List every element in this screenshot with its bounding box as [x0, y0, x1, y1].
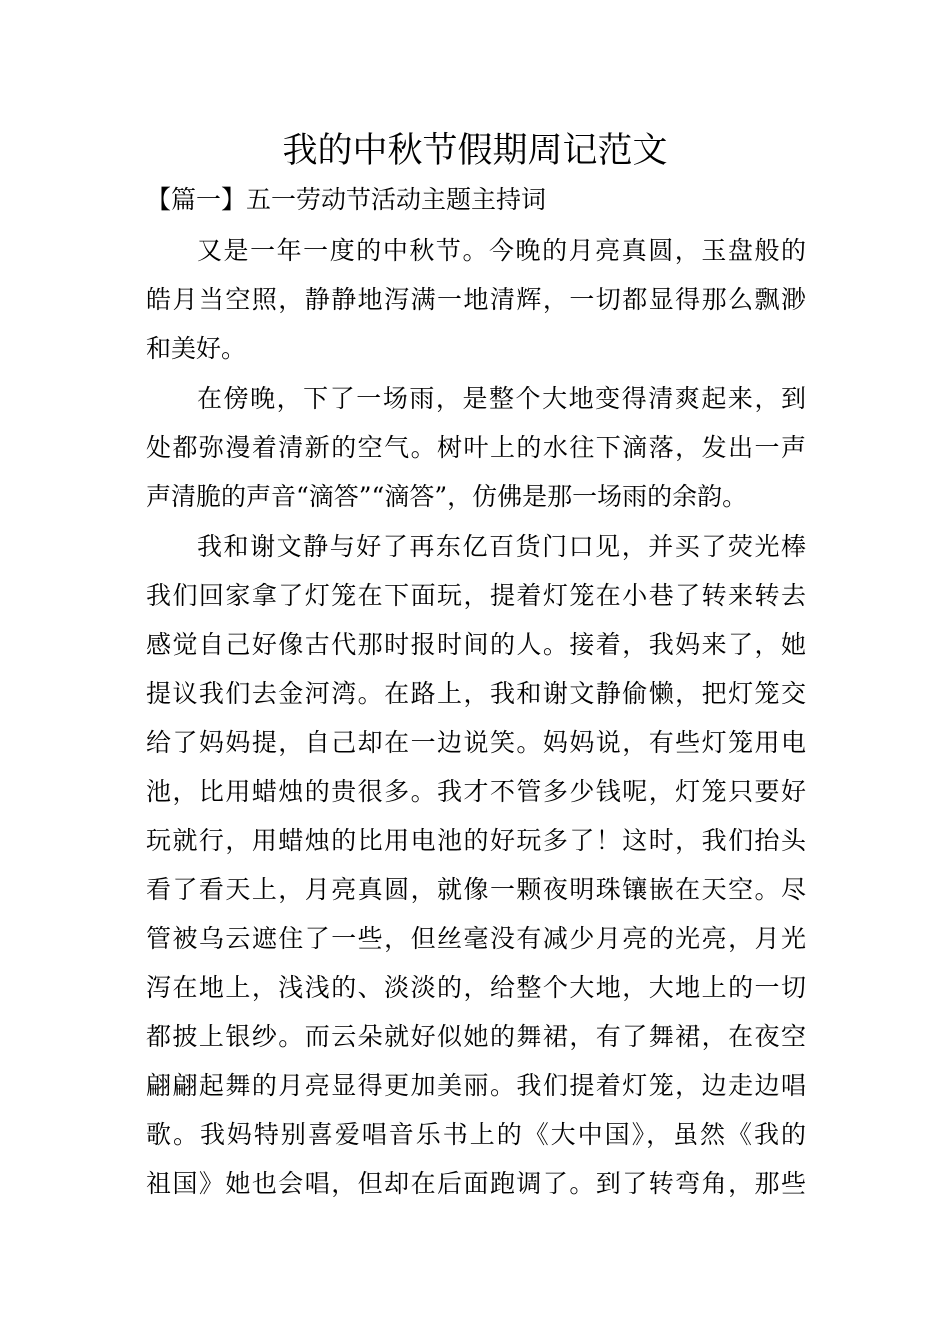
- text-line: 管被乌云遮住了一些，但丝毫没有减少月亮的光亮，月光: [146, 924, 806, 953]
- text-line: 声清脆的声音“滴答”“滴答”，仿佛是那一场雨的余韵。: [146, 482, 748, 511]
- section-heading: 【篇一】五一劳动节活动主题主持词: [146, 185, 547, 214]
- text-line: 看了看天上，月亮真圆，就像一颗夜明珠镶嵌在天空。尽: [146, 875, 806, 904]
- text-line: 感觉自己好像古代那时报时间的人。接着，我妈来了，她: [146, 630, 806, 659]
- text-line: 歌。我妈特别喜爱唱音乐书上的《大中国》，虽然《我的: [146, 1120, 806, 1149]
- text-line: 又是一年一度的中秋节。今晚的月亮真圆，玉盘般的: [197, 236, 806, 265]
- text-line: 在傍晚，下了一场雨，是整个大地变得清爽起来，到: [197, 384, 806, 413]
- text-line: 我们回家拿了灯笼在下面玩，提着灯笼在小巷了转来转去: [146, 581, 806, 610]
- document-body: [146, 226, 806, 1209]
- text-line: 翩翩起舞的月亮显得更加美丽。我们提着灯笼，边走边唱: [146, 1071, 806, 1100]
- paragraph-1: [146, 226, 806, 373]
- text-line: 泻在地上，浅浅的、淡淡的，给整个大地，大地上的一切: [146, 973, 806, 1002]
- text-line: 给了妈妈提，自己却在一边说笑。妈妈说，有些灯笼用电: [146, 728, 806, 757]
- paragraph-3: [146, 522, 806, 1208]
- document-title: 我的中秋节假期周记范文: [282, 131, 668, 171]
- text-line: 都披上银纱。而云朵就好似她的舞裙，有了舞裙，在夜空: [146, 1022, 806, 1051]
- paragraph-2: [146, 374, 806, 521]
- text-line: 玩就行，用蜡烛的比用电池的好玩多了！这时，我们抬头: [146, 826, 806, 855]
- text-line: 池，比用蜡烛的贵很多。我才不管多少钱呢，灯笼只要好: [146, 777, 806, 806]
- text-line: 我和谢文静与好了再东亿百货门口见，并买了荧光棒: [197, 532, 806, 561]
- text-line: 祖国》她也会唱，但却在后面跑调了。到了转弯角，那些: [146, 1169, 806, 1198]
- text-line: 提议我们去金河湾。在路上，我和谢文静偷懒，把灯笼交: [146, 679, 806, 708]
- text-line: 皓月当空照，静静地泻满一地清辉，一切都显得那么飘渺: [146, 285, 806, 314]
- text-line: 处都弥漫着清新的空气。树叶上的水往下滴落，发出一声: [146, 433, 806, 462]
- text-line: 和美好。: [146, 334, 247, 363]
